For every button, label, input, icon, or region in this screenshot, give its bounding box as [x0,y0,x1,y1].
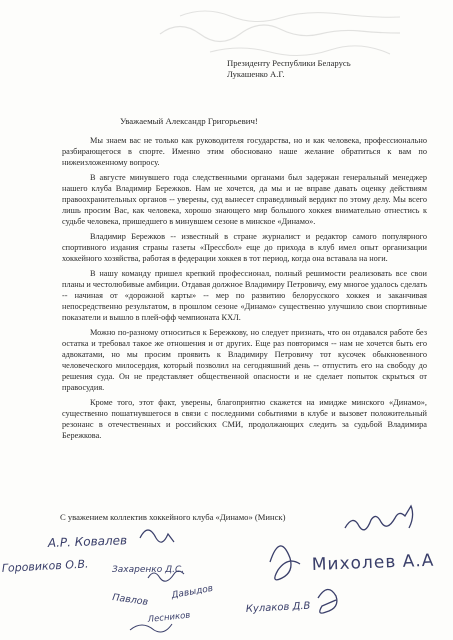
paragraph: В нашу команду пришел крепкий профессионал, полный решимости реализовать все свои планы и честолюбивые амбиции. Отдавая должное Владимиру Петровичу, ему многое удалось сделать -- начиная от «дорожной карты» -- мер по развитию белорусского хоккея и заканчивая непосредственно результатом, в прошлом сезоне «Динамо» существенно улучшило свои спортивные показатели и вышло в плей-офф чемпионата КХЛ. [62,268,427,323]
signature-flourish [130,624,172,632]
addressee-block [227,58,351,80]
paragraph: В августе минувшего года следственными органами был задержан генеральный менеджер нашего клуба Владимир Бережков. Нам не хочется, да мы и не вправе давать оценку действиям правоохранительных органов -- уверены, суд вынесет справедливый вердикт по этому делу. Мы всего лишь просим Вас, как человека, хорошо знающего мир большого хоккея внимательно отнестись к судьбе человека, пришедшего в минувшем сезоне в минское «Динамо». [62,172,427,227]
signature-scribble [345,506,413,530]
signature-flourish [140,530,174,542]
letter-body [62,135,427,445]
signature-5: Павлов [111,592,149,608]
signature-8: Лесников [147,610,191,625]
signatures-area [0,500,453,640]
addressee-title: Президенту Республики Беларусь [227,58,351,68]
signature-2: Горовиков О.В. [1,557,89,575]
bleed-through-marks [150,4,450,64]
signature-6: Кулаков Д.В [245,600,311,615]
paragraph: Мы знаем вас не только как руководителя государства, но и как человека, профессионально разбирающегося в спорте. Именно этим обосновано наше желание обратиться к вам по нижеизложенному вопросу. [62,136,427,168]
addressee-name: Лукашенко А.Г. [227,69,285,79]
signature-flourish [270,546,300,580]
signature-7: Давыдов [170,583,214,601]
signature-flourish [318,589,337,613]
closing-line: С уважением коллектив хоккейного клуба «Динамо» (Минск) [60,512,286,522]
signature-3: Захаренко Д.С. [112,565,185,575]
signature-4: Михолев А.А [311,550,435,575]
paragraph: Владимир Бережков -- известный в стране журналист и редактор самого популярного спортивного издания страны газеты «Прессбол» еще до прихода в клуб имел опыт организации хоккейного хозяйства, работая в федерации хоккея в тот период, когда она вставала на ноги. [62,231,427,264]
signature-1: А.Р. Ковалев [47,533,128,550]
paragraph: Можно по-разному относиться к Бережкову, но следует признать, что он отдавался работе без остатка и требовал такое же отношения и от других. Еще раз повторимся -- нам не хочется быть его адвокатами, но мы просим проявить к Владимиру Петровичу тот кусочек обыкновенного человеческого милосердия, который позволил на сегодняшний день -- отпустить его на свободу до решения суда. Он не представляет общественной опасности и не сделает попыток скрыться от правосудия. [62,327,427,393]
paragraph: Кроме того, этот факт, уверены, благоприятно скажется на имидже минского «Динамо», существенно пошатнувшегося в связи с последними событиями в клубе и вызовет положительный резонанс в отечественных и российских СМИ, продолжающих следить за судьбой Владимира Бережкова. [62,398,427,441]
salutation: Уважаемый Александр Григорьевич! [120,116,258,126]
